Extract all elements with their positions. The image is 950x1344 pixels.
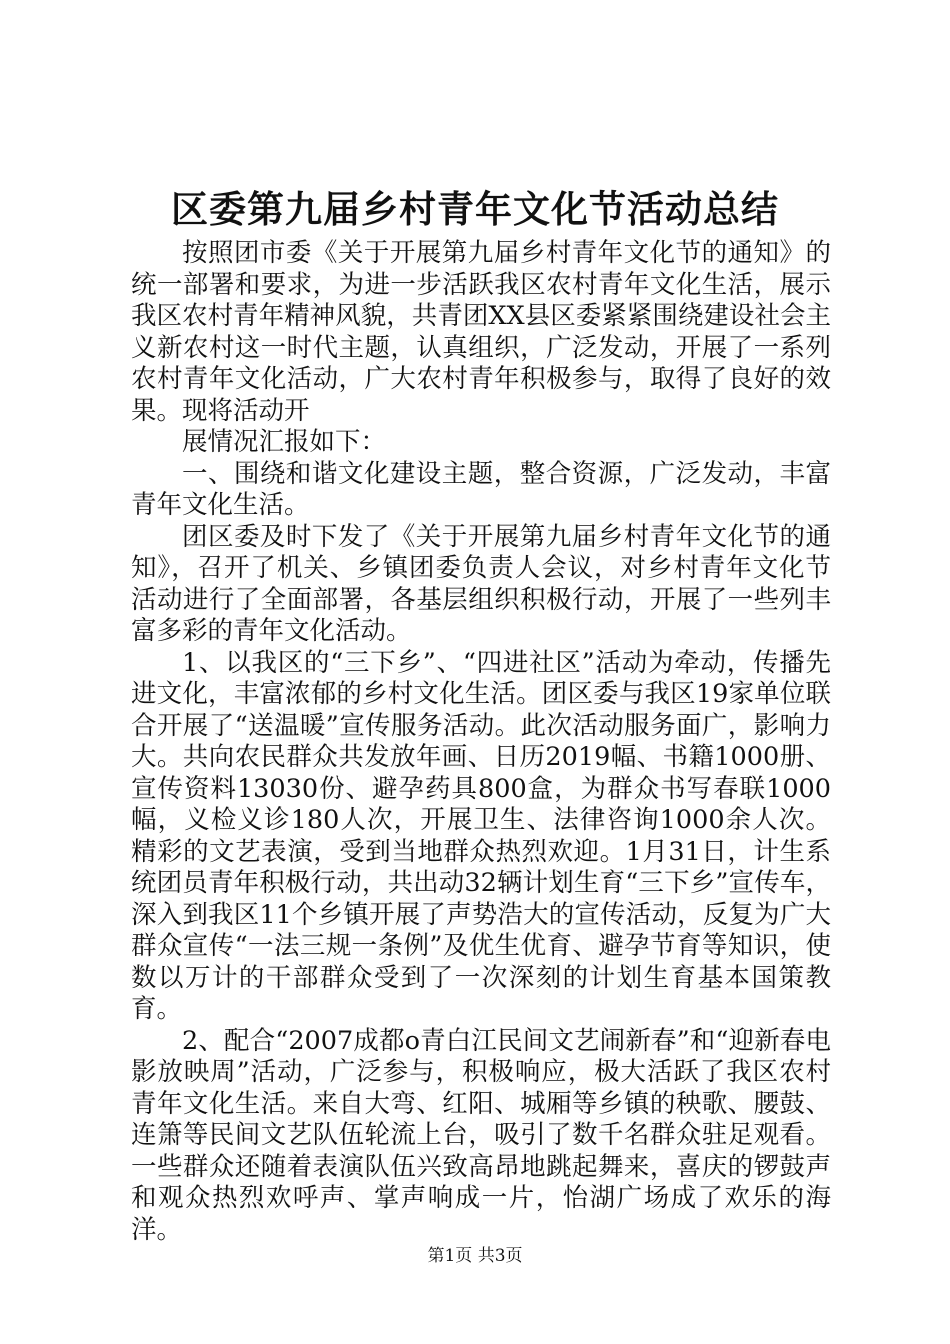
paragraph-item-2: 2、配合“2007成都o青白江民间文艺闹新春”和“迎新春电影放映周”活动，广泛参与，积极响应，极大活跃了我区农村青年文化生活。来自大弯、红阳、城厢等乡镇的秧歌、腰鼓、连箫等民间文艺队伍轮流上台，吸引了数千名群众驻足观看。一些群众还随着表演队伍兴致高昂地跳起舞来，喜庆的锣鼓声和观众热烈欢呼声、掌声响成一片，怡湖广场成了欢乐的海洋。 <box>131 1025 831 1245</box>
paragraph-intro: 按照团市委《关于开展第九届乡村青年文化节的通知》的统一部署和要求，为进一步活跃我区农村青年文化生活，展示我区农村青年精神风貌，共青团XX县区委紧紧围绕建设社会主义新农村这一时代主题，认真组织，广泛发动，开展了一系列农村青年文化活动，广大农村青年积极参与，取得了良好的效果。现将活动开 <box>131 238 831 426</box>
paragraph-intro-continued: 展情况汇报如下： <box>182 427 387 457</box>
paragraph-section-1: 团区委及时下发了《关于开展第九届乡村青年文化节的通知》，召开了机关、乡镇团委负责人会议，对乡村青年文化节活动进行了全面部署，各基层组织积极行动，开展了一些列丰富多彩的青年文化活动。 <box>131 521 831 646</box>
document-body <box>131 238 831 1246</box>
page-number-footer: 第1页 共3页 <box>427 1246 523 1266</box>
document-title: 区委第九届乡村青年文化节活动总结 <box>171 187 779 231</box>
section-heading-1: 一、围绕和谐文化建设主题，整合资源，广泛发动，丰富青年文化生活。 <box>131 458 831 520</box>
paragraph-item-1: 1、以我区的“三下乡”、“四进社区”活动为牵动，传播先进文化，丰富浓郁的乡村文化生活。团区委与我区19家单位联合开展了“送温暖”宣传服务活动。此次活动服务面广，影响力大。共向农民群众共发放年画、日历2019幅、书籍1000册、宣传资料13030份、避孕药具800盒，为群众书写春联1000幅，义检义诊180人次，开展卫生、法律咨询1000余人次。精彩的文艺表演，受到当地群众热烈欢迎。1月31日，计生系统团员青年积极行动，共出动32辆计划生育“三下乡”宣传车，深入到我区11个乡镇开展了声势浩大的宣传活动，反复为广大群众宣传“一法三规一条例”及优生优育、避孕节育等知识，使数以万计的干部群众受到了一次深刻的计划生育基本国策教育。 <box>131 647 831 1024</box>
